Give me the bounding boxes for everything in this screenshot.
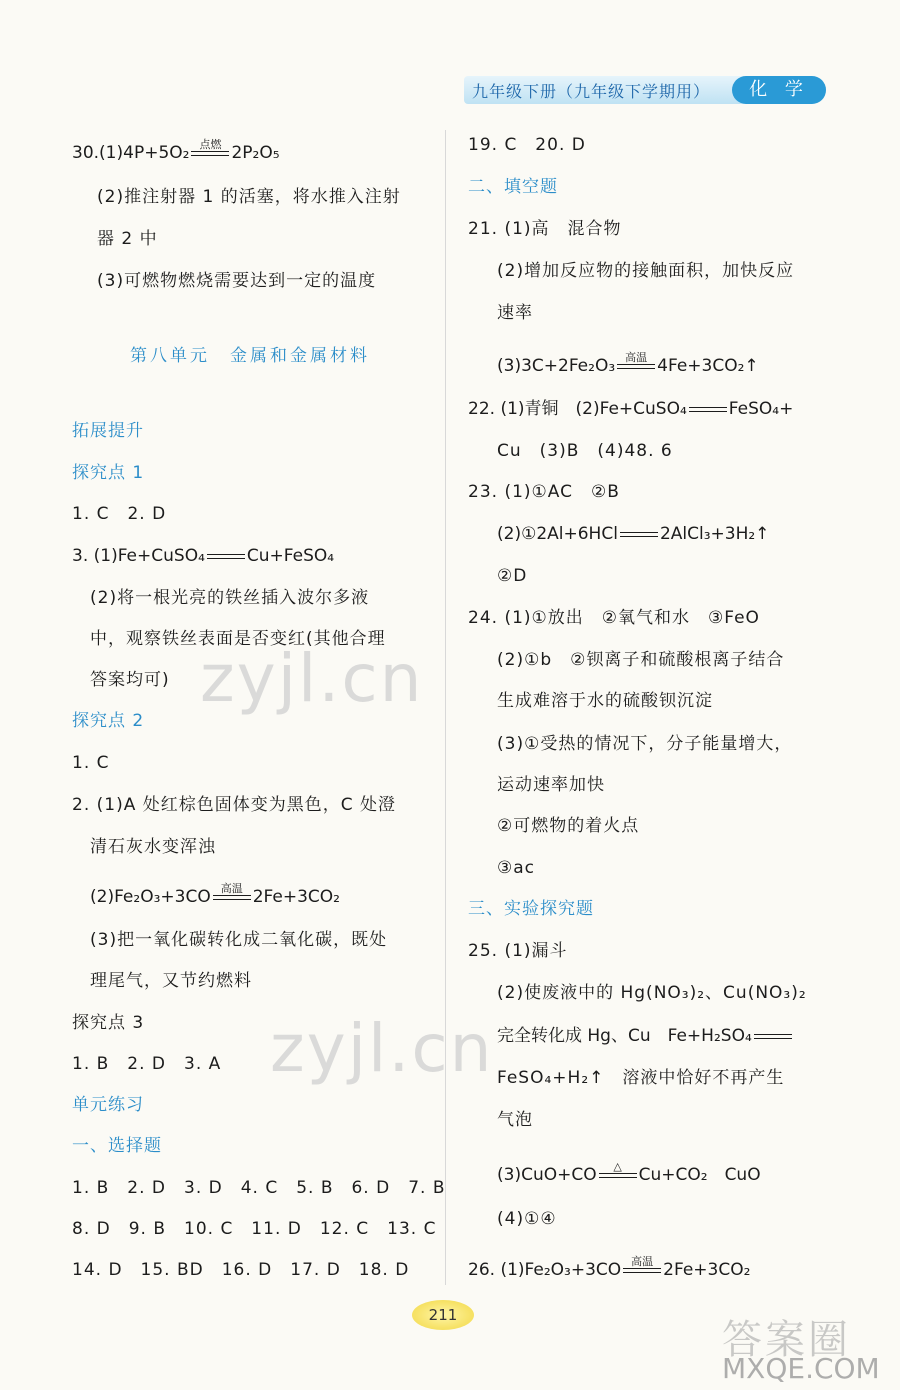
eq-sign bbox=[207, 554, 245, 559]
answer-line: 清石灰水变浑浊 bbox=[90, 837, 216, 857]
eq-cond bbox=[213, 881, 251, 900]
section-heading: 一、选择题 bbox=[72, 1136, 162, 1156]
answer-line: ②可燃物的着火点 bbox=[497, 816, 640, 836]
q25-3-eq bbox=[497, 1159, 761, 1186]
eq-rhs: 2AlCl₃+3H₂↑ bbox=[659, 524, 770, 544]
header-title: 九年级下册（九年级下学期用） bbox=[472, 82, 711, 101]
unit-title: 第八单元 金属和金属材料 bbox=[130, 346, 370, 366]
watermark-zyjl: zyjl.cn bbox=[270, 1010, 494, 1087]
answer-line: (2)推注射器 1 的活塞，将水推入注射 bbox=[97, 187, 401, 207]
section-heading: 二、填空题 bbox=[468, 177, 558, 197]
answer-line: 1. C 2. D bbox=[72, 504, 167, 524]
answer-line: 23. (1)①AC ②B bbox=[468, 482, 620, 502]
section-heading: 单元练习 bbox=[72, 1095, 144, 1115]
cond-label: 高温 bbox=[625, 350, 648, 364]
eq-lhs: 完全转化成 Hg、Cu Fe+H₂SO₄ bbox=[497, 1026, 752, 1046]
answer-line: 速率 bbox=[497, 303, 533, 323]
subsection-heading: 探究点 2 bbox=[72, 711, 145, 731]
eq-rhs: FeSO₄+ bbox=[728, 399, 794, 419]
q22-eq bbox=[468, 398, 793, 420]
eq-rhs: 2Fe+3CO₂ bbox=[663, 1260, 751, 1280]
eq-cond bbox=[617, 350, 655, 369]
answer-line: (2)增加反应物的接触面积，加快反应 bbox=[497, 261, 795, 281]
eq-cond bbox=[754, 1034, 792, 1039]
eq-rhs: 4Fe+3CO₂↑ bbox=[657, 356, 759, 376]
eq-lhs: 22. (1)青铜 (2)Fe+CuSO₄ bbox=[468, 399, 687, 419]
q23-2-eq bbox=[497, 523, 769, 545]
cond-ignite bbox=[191, 137, 229, 156]
q30-1-lhs: (1)4P+5O₂ bbox=[99, 143, 190, 163]
answer-line: 气泡 bbox=[497, 1110, 533, 1130]
q30-1-rhs: 2P₂O₅ bbox=[231, 143, 280, 163]
eq-cond bbox=[689, 407, 727, 412]
column-divider bbox=[445, 130, 446, 1285]
answer-line: 1. B 2. D 3. D 4. C 5. B 6. D 7. B bbox=[72, 1178, 446, 1198]
section-heading: 三、实验探究题 bbox=[468, 899, 594, 919]
answer-line: 24. (1)①放出 ②氧气和水 ③FeO bbox=[468, 608, 760, 628]
eq-rhs: Cu+CO₂ CuO bbox=[638, 1165, 761, 1185]
cond-label: 点燃 bbox=[199, 137, 222, 151]
answer-line: 21. (1)高 混合物 bbox=[468, 219, 622, 239]
answer-line: 1. B 2. D 3. A bbox=[72, 1054, 222, 1074]
q30-eq bbox=[72, 137, 280, 164]
eq-lhs: (3)3C+2Fe₂O₃ bbox=[497, 356, 616, 376]
eq-rhs: Cu+FeSO₄ bbox=[246, 546, 335, 566]
eq-lhs: (2)①2Al+6HCl bbox=[497, 524, 618, 544]
page-header bbox=[464, 76, 826, 106]
eq-lhs: 26. (1)Fe₂O₃+3CO bbox=[468, 1260, 622, 1280]
answer-line: 生成难溶于水的硫酸钡沉淀 bbox=[497, 691, 713, 711]
cond-label: 高温 bbox=[631, 1254, 654, 1268]
section-heading: 拓展提升 bbox=[72, 421, 144, 441]
answer-line: ②D bbox=[497, 566, 528, 586]
answer-line: Cu (3)B (4)48. 6 bbox=[497, 441, 673, 461]
answer-line: 8. D 9. B 10. C 11. D 12. C 13. C bbox=[72, 1219, 437, 1239]
eq-rhs: 2Fe+3CO₂ bbox=[252, 887, 340, 907]
subject-badge: 化 学 bbox=[732, 76, 826, 104]
eq-lhs: 3. (1)Fe+CuSO₄ bbox=[72, 546, 205, 566]
eq-lhs: (2)Fe₂O₃+3CO bbox=[90, 887, 211, 907]
cond-label: 高温 bbox=[220, 881, 243, 895]
answer-line: 器 2 中 bbox=[97, 229, 158, 249]
answer-line: 运动速率加快 bbox=[497, 775, 605, 795]
eq-cond bbox=[623, 1254, 661, 1273]
eq-lhs: (3)CuO+CO bbox=[497, 1165, 597, 1185]
page-number: 211 bbox=[412, 1300, 474, 1330]
answer-line: 14. D 15. BD 16. D 17. D 18. D bbox=[72, 1260, 410, 1280]
eq-sign bbox=[689, 407, 727, 412]
answer-line: 25. (1)漏斗 bbox=[468, 941, 568, 961]
eq-cond bbox=[620, 532, 658, 537]
eq-sign bbox=[620, 532, 658, 537]
watermark-zyjl: zyjl.cn bbox=[200, 640, 424, 717]
answer-line: (3)①受热的情况下，分子能量增大， bbox=[497, 734, 793, 754]
answer-line: (2)使废液中的 Hg(NO₃)₂、Cu(NO₃)₂ bbox=[497, 983, 807, 1003]
q21-3-eq bbox=[497, 350, 759, 377]
tp2-q2-eq bbox=[90, 881, 340, 908]
q25-2-eq bbox=[497, 1025, 794, 1047]
answer-line: ③ac bbox=[497, 858, 536, 878]
watermark-site-cn: 答案圈 bbox=[722, 1317, 851, 1363]
answer-line: (4)①④ bbox=[497, 1209, 557, 1229]
watermark-site: MXQE.COM bbox=[722, 1352, 880, 1385]
answer-line: (2)将一根光亮的铁丝插入波尔多液 bbox=[90, 588, 370, 608]
subsection-heading: 探究点 3 bbox=[72, 1013, 145, 1033]
answer-line: 答案均可) bbox=[90, 670, 170, 690]
answer-line: 2. (1)A 处红棕色固体变为黑色，C 处澄 bbox=[72, 795, 397, 815]
cond-label: △ bbox=[613, 1159, 622, 1173]
q26-eq bbox=[468, 1254, 751, 1281]
answer-line: 1. C bbox=[72, 753, 110, 773]
eq-cond bbox=[599, 1159, 637, 1178]
eq-cond bbox=[207, 554, 245, 559]
answer-line: 理尾气，又节约燃料 bbox=[90, 971, 252, 991]
answer-line: 19. C 20. D bbox=[468, 135, 586, 155]
answer-line: FeSO₄+H₂↑ 溶液中恰好不再产生 bbox=[497, 1068, 785, 1088]
q30-number: 30. bbox=[72, 143, 100, 163]
eq-sign bbox=[754, 1034, 792, 1039]
answer-line: (3)把一氧化碳转化成二氧化碳，既处 bbox=[90, 930, 388, 950]
tp1-q3-eq bbox=[72, 545, 334, 567]
answer-line: (3)可燃物燃烧需要达到一定的温度 bbox=[97, 271, 377, 291]
answer-line: 中，观察铁丝表面是否变红(其他合理 bbox=[90, 629, 386, 649]
answer-line: (2)①b ②钡离子和硫酸根离子结合 bbox=[497, 650, 785, 670]
subsection-heading: 探究点 1 bbox=[72, 463, 145, 483]
